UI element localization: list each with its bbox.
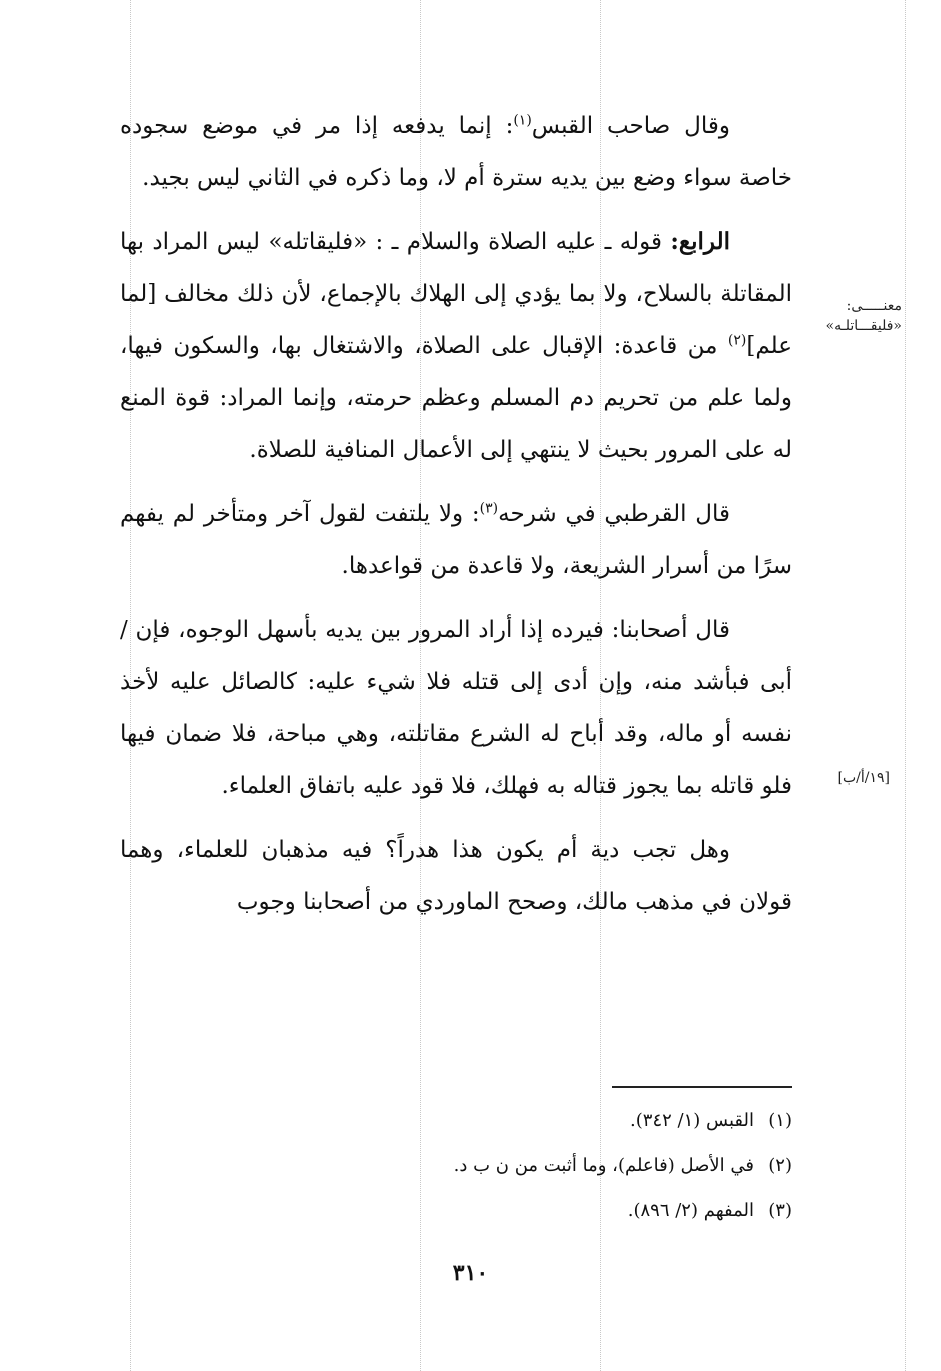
paragraph-2 [120, 216, 792, 476]
paragraph-2-text-b: من قاعدة: الإقبال على الصلاة، والاشتغال بها، والسكون فيها، ولما علم من تحريم دم المسلم وعظم حرمته، وإنما المراد: قوة المنع له على المرور بحيث لا ينتهي إلى الأعمال المنافية للصلاة. [120, 333, 792, 463]
footnote-number: (١) [768, 1110, 792, 1131]
paragraph-3-text-b: : ولا يلتفت لقول آخر ومتأخر لم يفهم سرًا من أسرار الشريعة، ولا قاعدة من قواعدها. [120, 501, 792, 579]
footnote-number: (٢) [768, 1155, 792, 1176]
footnote-number: (٣) [768, 1200, 792, 1221]
paragraph-1 [120, 100, 792, 204]
page-number: ٣١٠ [452, 1260, 489, 1286]
footnote-1 [120, 1098, 792, 1143]
paragraph-5-text: وهل تجب دية أم يكون هذا هدراً؟ فيه مذهبان للعلماء، وهما قولان في مذهب مالك، وصحح الماوردي من أصحابنا وجوب [120, 837, 792, 915]
footnote-2 [120, 1143, 792, 1188]
paragraph-1-text-b: : إنما يدفعه إذا مر في موضع سجوده خاصة سواء وضع بين يديه سترة أم لا، وما ذكره في الثاني ليس بجيد. [120, 113, 792, 191]
paragraph-3-text-a: قال القرطبي في شرحه [498, 501, 730, 527]
footnote-ref-1: (١) [513, 112, 532, 129]
paragraph-4 [120, 604, 792, 812]
paragraph-2-lead: الرابع: [670, 228, 730, 255]
footnote-ref-3: (٣) [479, 500, 499, 517]
paragraph-1-text-a: وقال صاحب القبس [531, 113, 730, 139]
main-text [120, 100, 792, 940]
footnote-text: في الأصل (فاعلم)، وما أثبت من ن ب د. [453, 1155, 754, 1176]
margin-topic-note: معنـــــى: «فليقـــاتلـه» [825, 298, 902, 334]
paragraph-2-text-a: قوله ـ عليه الصلاة والسلام ـ : «فليقاتله» ليس المراد بها المقاتلة بالسلاح، ولا بما يؤدي إلى الهلاك بالإجماع، لأن ذلك مخالف [لما علم] [120, 229, 792, 359]
footnote-ref-2: (٢) [727, 332, 747, 349]
footnote-3 [120, 1188, 792, 1233]
paragraph-3 [120, 488, 792, 592]
margin-folio-marker: [١٩/أ/ب] [837, 770, 890, 786]
footnote-text: المفهم (٢/ ٨٩٦). [627, 1200, 754, 1221]
paragraph-4-text: قال أصحابنا: فيرده إذا أراد المرور بين يديه بأسهل الوجوه، فإن / أبى فبأشد منه، وإن أدى إلى قتله فلا شيء عليه: كالصائل عليه لأخذ نفسه أو ماله، وقد أباح له الشرع مقاتلته، وهي مباحة، فلا ضمان فيها فلو قاتله بما يجوز قتاله به فهلك، فلا قود عليه باتفاق العلماء. [120, 617, 792, 799]
paragraph-5 [120, 824, 792, 928]
footnote-separator [612, 1086, 792, 1088]
footnotes [120, 1098, 792, 1233]
scan-guide-line [905, 0, 906, 1371]
footnote-text: القبس (١/ ٣٤٢). [630, 1110, 754, 1131]
